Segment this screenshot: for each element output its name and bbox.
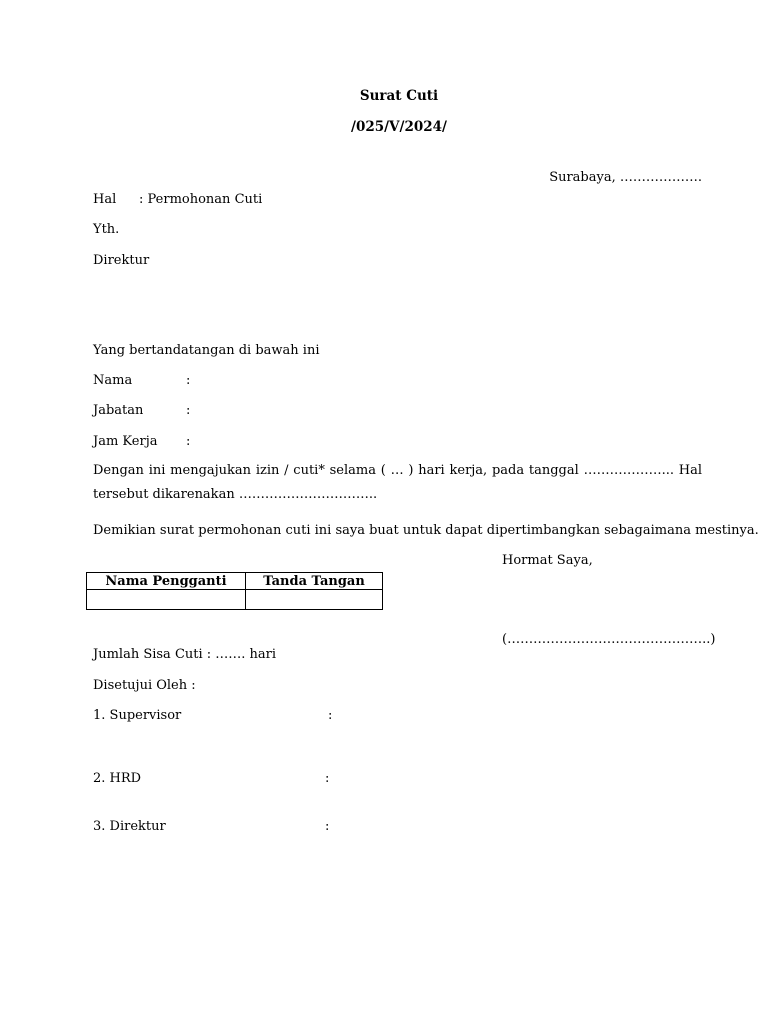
approval-title: Disetujui Oleh : [93, 678, 196, 693]
intro-text: Yang bertandatangan di bawah ini [93, 343, 320, 358]
addressee-name: Direktur [93, 253, 150, 268]
field-colon-jabatan: : [186, 403, 191, 418]
header-nama-pengganti: Nama Pengganti [87, 573, 246, 590]
letter-number: /025/V/2024/ [351, 119, 447, 135]
approval-colon-supervisor: : [328, 708, 333, 723]
table-header-row [87, 573, 383, 590]
signature-name-placeholder: (………………………………………..) [502, 632, 716, 647]
cell-nama-pengganti [87, 590, 246, 610]
table-row [87, 590, 383, 610]
field-label-jam-kerja: Jam Kerja [93, 434, 158, 449]
approval-item-hrd: 2. HRD [93, 771, 142, 786]
place-date: Surabaya, ………………. [549, 170, 702, 185]
field-colon-jam-kerja: : [186, 434, 191, 449]
signature-salutation: Hormat Saya, [502, 553, 593, 568]
approval-item-direktur: 3. Direktur [93, 819, 166, 834]
field-label-nama: Nama [93, 373, 133, 388]
subject-label: Hal [93, 192, 117, 207]
letter-title: Surat Cuti [359, 88, 439, 104]
substitute-table [86, 572, 383, 610]
cell-tanda-tangan [246, 590, 383, 610]
field-label-jabatan: Jabatan [93, 403, 144, 418]
approval-colon-hrd: : [325, 771, 330, 786]
addressee-greeting: Yth. [93, 222, 120, 237]
remaining-leave: Jumlah Sisa Cuti : ……. hari [93, 647, 277, 662]
subject-value: : Permohonan Cuti [139, 192, 263, 207]
closing-paragraph: Demikian surat permohonan cuti ini saya buat untuk dapat dipertimbangkan sebagaimana mestinya. [93, 523, 759, 538]
header-tanda-tangan: Tanda Tangan [246, 573, 383, 590]
approval-item-supervisor: 1. Supervisor [93, 708, 182, 723]
field-colon-nama: : [186, 373, 191, 388]
request-paragraph: Dengan ini mengajukan izin / cuti* selama ( … ) hari kerja, pada tanggal ………………... Hal tersebut dikarenakan ………………………….. [93, 463, 702, 502]
approval-colon-direktur: : [325, 819, 330, 834]
